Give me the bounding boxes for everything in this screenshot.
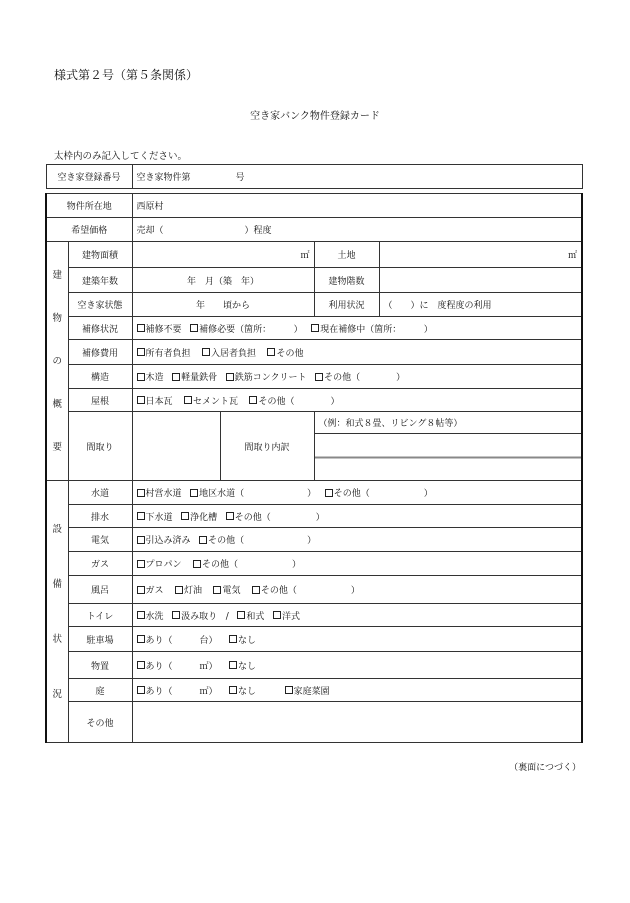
bath-label: 風呂 bbox=[68, 576, 132, 604]
facility-char: 備 bbox=[52, 578, 62, 590]
checkbox[interactable] bbox=[229, 686, 237, 694]
drainage-label: 排水 bbox=[68, 505, 132, 528]
building-char: 物 bbox=[52, 312, 62, 324]
storage-label: 物置 bbox=[68, 652, 132, 679]
repair-cost-label: 補修費用 bbox=[68, 340, 132, 365]
checkbox[interactable] bbox=[193, 560, 201, 568]
registration-label: 空き家登録番号 bbox=[46, 165, 132, 189]
checkbox[interactable] bbox=[229, 661, 237, 669]
parking-row bbox=[46, 627, 582, 652]
separator: / bbox=[225, 611, 229, 622]
location-row bbox=[46, 194, 582, 218]
checkbox[interactable] bbox=[249, 396, 257, 404]
checkbox[interactable] bbox=[190, 324, 198, 332]
facility-char: 設 bbox=[52, 523, 62, 535]
other-field[interactable] bbox=[132, 702, 582, 743]
gas-options bbox=[132, 552, 582, 576]
price-field[interactable]: 売却（ ）程度 bbox=[132, 218, 582, 242]
registration-row bbox=[46, 165, 582, 189]
usage-field[interactable]: （ ）に 度程度の利用 bbox=[379, 293, 582, 317]
option-label: なし bbox=[237, 661, 256, 672]
floor-area-field[interactable] bbox=[132, 242, 314, 268]
roof-label: 屋根 bbox=[68, 389, 132, 412]
gas-row bbox=[46, 552, 582, 576]
option-label: セメント瓦 bbox=[192, 396, 238, 407]
repair-cost-options bbox=[132, 340, 582, 365]
page-title: 空き家バンク物件登録カード bbox=[250, 111, 380, 122]
garden-options bbox=[132, 679, 582, 702]
usage-label: 利用状況 bbox=[314, 293, 379, 317]
price-label: 希望価格 bbox=[46, 218, 132, 242]
checkbox[interactable] bbox=[172, 611, 180, 619]
option-label: その他（ ） bbox=[208, 536, 317, 546]
vacancy-label: 空き家状態 bbox=[68, 293, 132, 317]
storage-row bbox=[46, 652, 582, 679]
building-char: 要 bbox=[52, 441, 62, 453]
checkbox[interactable] bbox=[226, 373, 234, 381]
checkbox[interactable] bbox=[137, 348, 145, 356]
option-label: プロパン bbox=[145, 560, 182, 570]
option-label: 水洗 bbox=[145, 611, 164, 622]
option-label: 浄化槽 bbox=[190, 512, 218, 523]
electric-options bbox=[132, 528, 582, 552]
building-char: 概 bbox=[52, 398, 62, 410]
option-label: 地区水道（ ） bbox=[199, 489, 317, 499]
checkbox[interactable] bbox=[252, 586, 260, 594]
option-label: 電気 bbox=[222, 586, 241, 596]
building-section-label bbox=[46, 242, 68, 481]
land-label: 土地 bbox=[314, 242, 379, 268]
roof-row bbox=[46, 389, 582, 412]
checkbox[interactable] bbox=[137, 373, 145, 381]
option-label: その他（ ） bbox=[333, 489, 433, 499]
floor-area-unit: ㎡ bbox=[300, 251, 310, 261]
option-label: 入居者負担 bbox=[210, 348, 256, 359]
building-char: の bbox=[52, 355, 62, 367]
checkbox[interactable] bbox=[267, 348, 275, 356]
water-options bbox=[132, 481, 582, 505]
structure-row bbox=[46, 365, 582, 389]
option-label: その他（ ） bbox=[201, 560, 301, 570]
water-row bbox=[46, 481, 582, 505]
structure-options bbox=[132, 365, 582, 389]
location-field[interactable]: 西原村 bbox=[132, 194, 582, 218]
checkbox[interactable] bbox=[237, 611, 245, 619]
floors-label: 建物階数 bbox=[314, 268, 379, 293]
facility-char: 況 bbox=[52, 688, 62, 700]
building-char: 建 bbox=[52, 269, 62, 281]
layout-row bbox=[46, 412, 582, 434]
floors-field[interactable] bbox=[379, 268, 582, 293]
footer-note: （裏面につづく） bbox=[509, 763, 581, 773]
option-label: その他（ ） bbox=[258, 396, 340, 407]
toilet-label: トイレ bbox=[68, 604, 132, 627]
option-label: 引込み済み bbox=[145, 536, 191, 546]
option-label: その他（ ） bbox=[260, 586, 360, 596]
checkbox[interactable] bbox=[184, 396, 192, 404]
option-label: なし bbox=[237, 686, 256, 697]
option-label: 和式 bbox=[246, 611, 265, 622]
vacancy-field[interactable]: 年 頃から bbox=[132, 293, 314, 317]
drainage-row bbox=[46, 505, 582, 528]
form-number: 様式第２号（第５条関係） bbox=[54, 68, 199, 82]
option-label: 現在補修中（箇所： ） bbox=[320, 324, 433, 335]
checkbox[interactable] bbox=[137, 661, 145, 669]
checkbox[interactable] bbox=[229, 635, 237, 643]
drainage-options bbox=[132, 505, 582, 528]
option-label: 灯油 bbox=[183, 586, 202, 596]
floor-area-row bbox=[46, 242, 582, 268]
checkbox[interactable] bbox=[137, 489, 145, 497]
electric-label: 電気 bbox=[68, 528, 132, 552]
parking-label: 駐車場 bbox=[68, 627, 132, 652]
checkbox[interactable] bbox=[137, 686, 145, 694]
layout-label: 間取り bbox=[68, 412, 132, 481]
option-label: 下水道 bbox=[145, 512, 173, 523]
parking-options bbox=[132, 627, 582, 652]
layout-example: （例：和式８畳、リビング８帖等） bbox=[314, 412, 582, 434]
layout-detail-label: 間取り内訳 bbox=[220, 412, 314, 481]
vacancy-row bbox=[46, 293, 582, 317]
checkbox[interactable] bbox=[137, 560, 145, 568]
instruction-text: 太枠内のみ記入してください。 bbox=[54, 151, 188, 162]
checkbox[interactable] bbox=[315, 373, 323, 381]
option-label: その他（ ） bbox=[234, 512, 325, 523]
year-row bbox=[46, 268, 582, 293]
option-label: その他 bbox=[276, 348, 304, 359]
repair-label: 補修状況 bbox=[68, 317, 132, 340]
registration-form bbox=[45, 164, 583, 743]
option-label: その他（ ） bbox=[324, 373, 406, 383]
option-label: 汲み取り bbox=[181, 611, 218, 622]
repair-cost-row bbox=[46, 340, 582, 365]
option-label: 所有者負担 bbox=[145, 348, 191, 359]
electric-row bbox=[46, 528, 582, 552]
checkbox[interactable] bbox=[226, 512, 234, 520]
option-label: 補修必要（箇所： ） bbox=[199, 324, 303, 335]
repair-options bbox=[132, 317, 582, 340]
land-unit: ㎡ bbox=[568, 251, 578, 261]
option-label: あり（ 台） bbox=[145, 635, 218, 646]
storage-options bbox=[132, 652, 582, 679]
checkbox[interactable] bbox=[137, 396, 145, 404]
option-label: 村営水道 bbox=[145, 489, 182, 499]
garden-row bbox=[46, 679, 582, 702]
roof-options bbox=[132, 389, 582, 412]
year-field[interactable]: 年 月（築 年） bbox=[132, 268, 314, 293]
checkbox[interactable] bbox=[285, 686, 293, 694]
checkbox[interactable] bbox=[190, 489, 198, 497]
repair-row bbox=[46, 317, 582, 340]
option-label: 家庭菜園 bbox=[293, 686, 330, 697]
checkbox[interactable] bbox=[137, 536, 145, 544]
option-label: なし bbox=[237, 635, 256, 646]
option-label: 補修不要 bbox=[145, 324, 182, 335]
water-label: 水道 bbox=[68, 481, 132, 505]
checkbox[interactable] bbox=[137, 324, 145, 332]
toilet-row bbox=[46, 604, 582, 627]
bath-options bbox=[132, 576, 582, 604]
checkbox[interactable] bbox=[181, 512, 189, 520]
checkbox[interactable] bbox=[137, 512, 145, 520]
checkbox[interactable] bbox=[213, 586, 221, 594]
option-label: 木造 bbox=[145, 373, 164, 383]
checkbox[interactable] bbox=[175, 586, 183, 594]
checkbox[interactable] bbox=[137, 586, 145, 594]
bath-row bbox=[46, 576, 582, 604]
other-row bbox=[46, 702, 582, 743]
garden-label: 庭 bbox=[68, 679, 132, 702]
checkbox[interactable] bbox=[273, 611, 281, 619]
option-label: あり（ ㎡） bbox=[145, 661, 218, 672]
option-label: 洋式 bbox=[281, 611, 300, 622]
land-field[interactable] bbox=[379, 242, 582, 268]
layout-field[interactable] bbox=[132, 412, 220, 481]
floor-area-label: 建物面積 bbox=[68, 242, 132, 268]
year-label: 建築年数 bbox=[68, 268, 132, 293]
checkbox[interactable] bbox=[311, 324, 319, 332]
location-label: 物件所在地 bbox=[46, 194, 132, 218]
price-row bbox=[46, 218, 582, 242]
checkbox[interactable] bbox=[325, 489, 333, 497]
option-label: あり（ ㎡） bbox=[145, 686, 218, 697]
option-label: 鉄筋コンクリート bbox=[234, 373, 307, 383]
option-label: 日本瓦 bbox=[145, 396, 173, 407]
layout-detail-field[interactable] bbox=[314, 434, 582, 481]
registration-field[interactable]: 空き家物件第 号 bbox=[132, 165, 582, 189]
facility-section-label bbox=[46, 481, 68, 743]
other-label: その他 bbox=[68, 702, 132, 743]
toilet-options bbox=[132, 604, 582, 627]
option-label: ガス bbox=[145, 586, 164, 596]
checkbox[interactable] bbox=[199, 536, 207, 544]
gas-label: ガス bbox=[68, 552, 132, 576]
checkbox[interactable] bbox=[202, 348, 210, 356]
checkbox[interactable] bbox=[137, 635, 145, 643]
option-label: 軽量鉄骨 bbox=[181, 373, 218, 383]
facility-char: 状 bbox=[52, 633, 62, 645]
checkbox[interactable] bbox=[137, 611, 145, 619]
structure-label: 構造 bbox=[68, 365, 132, 389]
checkbox[interactable] bbox=[172, 373, 180, 381]
